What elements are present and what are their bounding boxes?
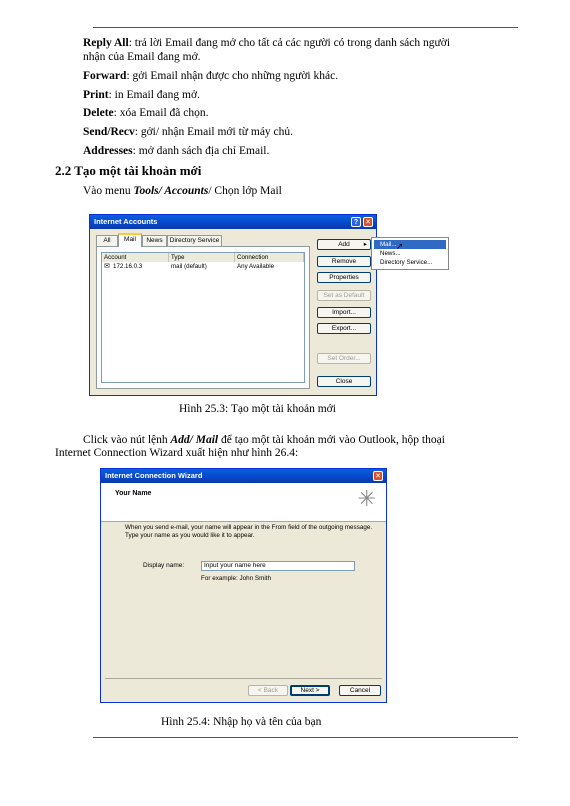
next-button[interactable]: Next > [290, 685, 330, 696]
import-button[interactable]: Import... [317, 307, 371, 318]
wizard-close-icon[interactable]: ✕ [373, 471, 383, 481]
row-account: 172.16.0.3 [113, 263, 143, 270]
tab-news[interactable]: News [142, 235, 167, 246]
properties-button[interactable]: Properties [317, 272, 371, 283]
display-name-example: For example: John Smith [201, 575, 271, 582]
set-order-button[interactable]: Set Order... [317, 353, 371, 364]
accounts-list[interactable] [101, 252, 305, 383]
wizard-divider [105, 678, 382, 679]
col-connection[interactable]: Connection [235, 253, 304, 262]
bottom-rule [93, 737, 518, 738]
line-delete: Delete: xóa Email đã chọn. [83, 107, 209, 119]
wizard-sparkle-icon: ✳ [357, 486, 376, 511]
section-heading: 2.2 Tạo một tài khoản mới [55, 163, 202, 178]
row-type: mail (default) [171, 263, 207, 270]
arrow-right-icon: ▸ [363, 241, 367, 248]
line-reply-all-cont: nhận của Email đang mở. [83, 51, 201, 63]
col-type[interactable]: Type [169, 253, 235, 262]
cancel-button[interactable]: Cancel [339, 685, 381, 696]
para2-line2: Internet Connection Wizard xuất hiện như hình 26.4: [55, 447, 299, 459]
line-reply-all: Reply All: trả lời Email đang mở cho tất cả các người có trong danh sách người [83, 37, 451, 49]
add-button[interactable]: Add ▸ [317, 239, 371, 250]
back-button[interactable]: < Back [248, 685, 288, 696]
add-submenu [371, 237, 449, 270]
figure-caption-2: Hình 25.4: Nhập họ và tên của bạn [161, 716, 322, 728]
internet-accounts-dialog [89, 214, 377, 396]
wizard-desc-2: Type your name as you would like it to appear. [125, 532, 255, 539]
menu-item-directory-service[interactable]: Directory Service... [380, 259, 433, 266]
mail-tab-pane [96, 246, 310, 389]
col-account[interactable]: Account [102, 253, 169, 262]
close-icon[interactable]: ✕ [363, 217, 373, 227]
mail-account-icon: ✉ [104, 263, 110, 270]
menu-item-news[interactable]: News... [380, 250, 401, 257]
wizard-header [101, 483, 386, 522]
figure-caption-1: Hình 25.3: Tạo một tài khoản mới [179, 403, 336, 415]
remove-button[interactable]: Remove [317, 256, 371, 267]
tab-all[interactable]: All [96, 235, 118, 246]
close-button[interactable]: Close [317, 376, 371, 387]
menu-item-mail[interactable]: Mail... [374, 240, 446, 249]
top-rule [93, 27, 518, 28]
mouse-cursor-icon: ➚ [396, 241, 404, 251]
display-name-label: Display name: [143, 562, 185, 569]
table-row[interactable] [102, 263, 304, 272]
line-send-recv: Send/Recv: gởi/ nhận Email mới từ máy chủ. [83, 126, 294, 138]
row-connection: Any Available [237, 263, 275, 270]
line-forward: Forward: gởi Email nhận được cho những người khác. [83, 70, 339, 82]
intro-line: Vào menu Tools/ Accounts/ Chọn lớp Mail [83, 185, 282, 197]
accounts-titlebar: Internet Accounts [90, 215, 376, 229]
line-addresses: Addresses: mở danh sách địa chỉ Email. [83, 145, 270, 157]
export-button[interactable]: Export... [317, 323, 371, 334]
tab-mail[interactable]: Mail [118, 233, 142, 247]
wizard-desc-1: When you send e-mail, your name will appear in the From field of the outgoing message. [125, 524, 373, 531]
line-print: Print: in Email đang mở. [83, 89, 200, 101]
display-name-input[interactable]: Input your name here [201, 561, 355, 571]
para2-line1: Click vào nút lệnh Add/ Mail để tạo một tài khoản mới vào Outlook, hộp thoại [83, 434, 445, 446]
set-as-default-button[interactable]: Set as Default [317, 290, 371, 301]
wizard-header-title: Your Name [115, 490, 152, 497]
connection-wizard-dialog [100, 468, 387, 703]
wizard-titlebar: Internet Connection Wizard [101, 469, 386, 483]
help-icon[interactable]: ? [351, 217, 361, 227]
tab-directory-service[interactable]: Directory Service [167, 235, 222, 246]
